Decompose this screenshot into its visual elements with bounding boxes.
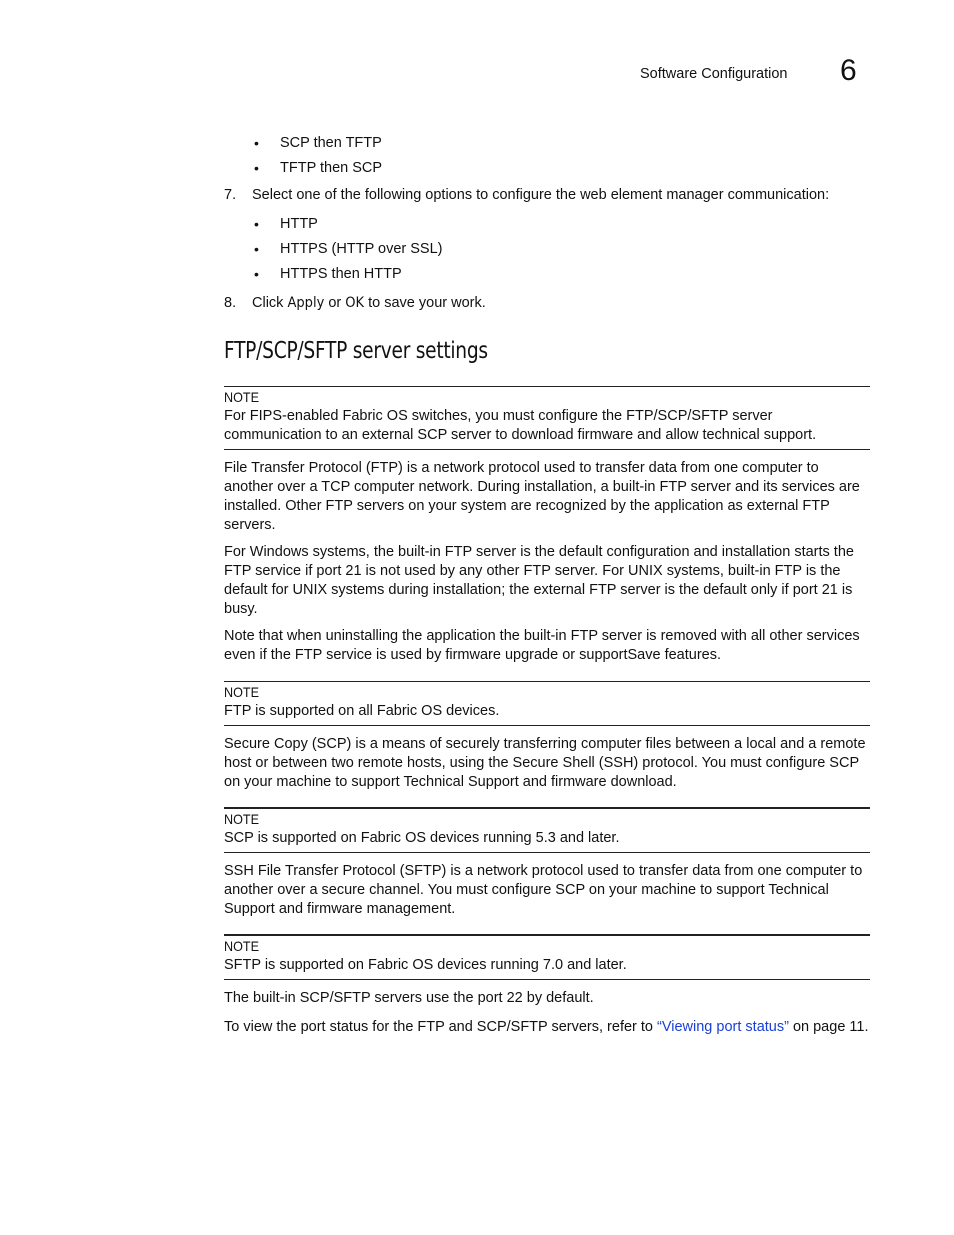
step-text-post: to save your work. [364, 295, 486, 311]
note-label: NOTE [224, 938, 260, 954]
paragraph-scp: Secure Copy (SCP) is a means of securely transferring computer files between a local and a remote host or between two remote hosts, using the Secure Shell (SSH) protocol. You must configure SCP on your machine to support Technical Support and firmware download. [224, 736, 866, 790]
note-sftp [224, 934, 870, 980]
paragraph-port22: The built-in SCP/SFTP servers use the port 22 by default. [224, 990, 594, 1006]
list-item: • SCP then TFTP [224, 131, 870, 156]
step-text-pre: Click [252, 295, 288, 311]
list-item: • HTTP [224, 212, 870, 237]
paragraph-sftp: SSH File Transfer Protocol (SFTP) is a network protocol used to transfer data from one computer to another over a secure channel. You must configure SCP on your machine to support Technical Support and firmware management. [224, 863, 863, 917]
note-text: SCP is supported on Fabric OS devices running 5.3 and later. [224, 830, 620, 846]
page-header [600, 56, 860, 92]
paragraph-windows: For Windows systems, the built-in FTP server is the default configuration and installation starts the FTP service if port 21 is not used by any other FTP server. For UNIX systems, built-in FTP is the default for UNIX systems during installation; the external FTP server is the default only if port 21 is busy. [224, 544, 854, 617]
note-label: NOTE [224, 811, 260, 827]
note-label: NOTE [224, 684, 260, 700]
page-content [224, 128, 870, 1128]
note-scp [224, 807, 870, 853]
note-text: For FIPS-enabled Fabric OS switches, you must configure the FTP/SCP/SFTP server communication to an external SCP server to download firmware and allow technical support. [224, 408, 817, 443]
note-text: SFTP is supported on Fabric OS devices running 7.0 and later. [224, 957, 627, 973]
viewing-port-status-link[interactable]: “Viewing port status” [657, 1019, 789, 1035]
header-title: Software Configuration [640, 66, 788, 82]
note-label: NOTE [224, 389, 260, 405]
paragraph-port-status [224, 1018, 870, 1037]
text-post: on page 11. [788, 1019, 869, 1035]
bullet-list-step7 [224, 212, 870, 287]
list-item: • HTTPS then HTTP [224, 262, 870, 287]
note-fips [224, 386, 870, 450]
text-pre: To view the port status for the FTP and SCP/SFTP servers, refer to [224, 1019, 658, 1035]
step-7 [224, 181, 898, 209]
paragraph-uninstall: Note that when uninstalling the application the built-in FTP server is removed with all other services even if the FTP service is used by firmware upgrade or supportSave features. [224, 628, 860, 663]
bullet-list-top [224, 131, 870, 181]
note-text: FTP is supported on all Fabric OS devices. [224, 703, 500, 719]
ok-term: OK [345, 295, 365, 311]
list-item: • TFTP then SCP [224, 156, 870, 181]
chapter-number: 6 [840, 54, 857, 87]
section-heading: FTP/SCP/SFTP server settings [224, 338, 488, 364]
note-ftp [224, 681, 870, 726]
step-text-mid: or [324, 295, 346, 311]
paragraph-ftp: File Transfer Protocol (FTP) is a network protocol used to transfer data from one computer to another over a TCP computer network. During installation, a built-in FTP server and its services are installed. Other FTP servers on your system are recognized by the application as external FTP servers. [224, 460, 860, 533]
step-8 [224, 289, 898, 317]
step-number: 7. [224, 187, 237, 203]
step-number: 8. [224, 295, 237, 311]
apply-term: Apply [287, 295, 325, 311]
step-text: Select one of the following options to configure the web element manager communication: [252, 187, 830, 203]
list-item: • HTTPS (HTTP over SSL) [224, 237, 870, 262]
